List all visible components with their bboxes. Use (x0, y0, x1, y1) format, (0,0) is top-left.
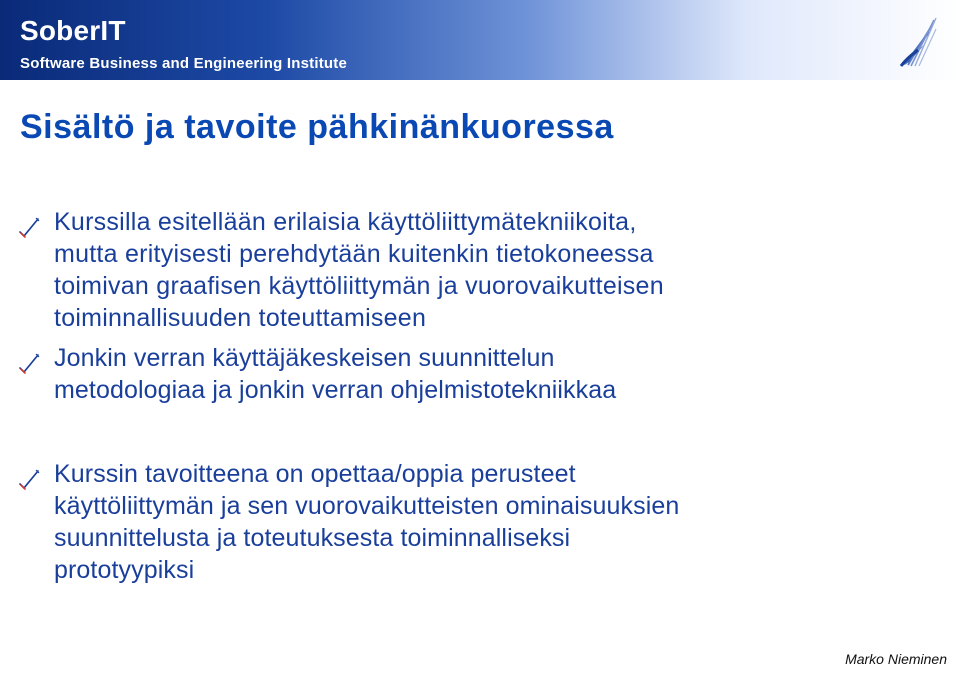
slide-title: Sisältö ja tavoite pähkinänkuoressa (20, 108, 614, 146)
bullet-item (54, 342, 941, 406)
banner-subtitle: Software Business and Engineering Institute (20, 55, 347, 72)
footer-author: Marko Nieminen (845, 651, 947, 667)
bullet-line: suunnittelusta ja toteutuksesta toiminnalliseksi (54, 524, 571, 552)
header-banner (0, 0, 959, 80)
bullet-item (54, 458, 941, 586)
banner-title: SoberIT (20, 15, 126, 46)
bullet-line: Jonkin verran käyttäjäkeskeisen suunnittelun (54, 344, 555, 372)
pencil-check-icon (18, 352, 40, 374)
bullet-line: toiminnallisuuden toteuttamiseen (54, 304, 427, 332)
bullet-item (54, 206, 941, 334)
pencil-check-icon (18, 216, 40, 238)
bullet-line: metodologiaa ja jonkin verran ohjelmistotekniikkaa (54, 376, 617, 404)
bullet-line: mutta erityisesti perehdytään kuitenkin tietokoneessa (54, 240, 654, 268)
bullet-line: prototyypiksi (54, 556, 195, 584)
bullet-line: Kurssin tavoitteena on opettaa/oppia perusteet (54, 460, 576, 488)
wing-logo-icon (897, 16, 937, 68)
pencil-check-icon (18, 468, 40, 490)
bullet-line: Kurssilla esitellään erilaisia käyttöliittymätekniikoita, (54, 208, 637, 236)
bullet-line: käyttöliittymän ja sen vuorovaikutteisten ominaisuuksien (54, 492, 680, 520)
bullet-line: toimivan graafisen käyttöliittymän ja vuorovaikutteisen (54, 272, 664, 300)
